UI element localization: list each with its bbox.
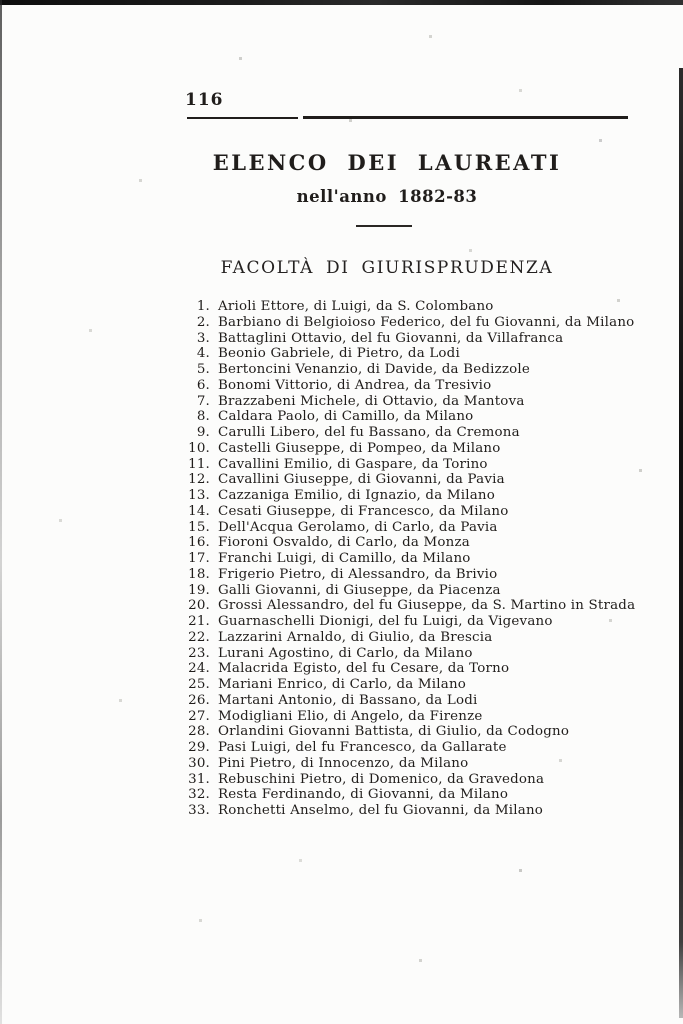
list-item [184,488,614,504]
list-item [184,646,614,662]
item-number: 27. [188,708,210,724]
list-item [184,314,635,331]
item-text: Grossi Alessandro, del fu Giuseppe, da S. Martino in Strada [218,598,636,614]
graduates-list [184,299,636,819]
list-item [184,362,614,378]
scan-edge-left [0,0,2,1024]
item-number: 22. [188,629,210,645]
item-text: Carulli Libero, del fu Bassano, da Cremona [218,425,520,440]
document-subtitle: nell'anno 1882-83 [296,187,478,206]
scan-edge-right [679,68,683,1018]
item-number: 18. [188,566,210,582]
item-text: Brazzabeni Michele, di Ottavio, da Mantova [218,393,525,409]
item-text: Galli Giovanni, di Giuseppe, da Piacenza [218,582,501,598]
item-number: 2. [196,314,210,330]
item-number: 6. [196,377,210,393]
item-number: 15. [188,519,210,535]
item-number: 10. [188,440,210,456]
item-number: 21. [188,614,210,629]
item-number: 5. [196,362,210,377]
list-item [184,551,614,567]
list-item [184,472,614,488]
item-text: Resta Ferdinando, di Giovanni, da Milano [218,787,509,803]
item-number: 17. [188,551,210,566]
item-text: Beonio Gabriele, di Pietro, da Lodi [218,346,460,362]
header-rule-left-segment [187,117,298,119]
item-text: Modigliani Elio, di Angelo, da Firenze [218,708,483,724]
list-item [184,661,614,677]
list-item [184,803,614,819]
item-number: 20. [188,598,210,614]
list-item [184,520,614,536]
item-number: 23. [188,645,210,661]
list-item [184,677,614,693]
list-item [184,630,614,646]
item-text: Lazzarini Arnaldo, di Giulio, da Brescia [218,629,493,645]
list-item [184,583,614,599]
item-text: Fioroni Osvaldo, di Carlo, da Monza [218,535,470,551]
item-number: 32. [188,787,210,803]
item-text: Rebuschini Pietro, di Domenico, da Gravedona [218,771,545,787]
item-text: Cazzaniga Emilio, di Ignazio, da Milano [218,488,495,503]
scan-noise-speckles [0,0,1,1]
list-item [184,504,614,520]
list-item [184,535,614,551]
item-text: Arioli Ettore, di Luigi, da S. Colombano [218,299,494,314]
item-number: 12. [188,472,210,488]
item-text: Dell'Acqua Gerolamo, di Carlo, da Pavia [218,519,498,535]
item-text: Ronchetti Anselmo, del fu Giovanni, da Milano [218,803,544,818]
item-text: Franchi Luigi, di Camillo, da Milano [218,551,471,566]
scan-edge-top [0,0,683,5]
item-number: 4. [196,346,210,362]
item-text: Lurani Agostino, di Carlo, da Milano [218,645,473,661]
item-text: Frigerio Pietro, di Alessandro, da Brivio [218,566,498,582]
item-number: 25. [188,677,210,692]
item-text: Bonomi Vittorio, di Andrea, da Tresivio [218,377,492,393]
item-number: 1. [196,299,210,314]
item-number: 8. [196,409,210,425]
list-item [184,425,614,441]
list-item [184,409,614,425]
item-number: 7. [196,393,210,409]
item-text: Battaglini Ottavio, del fu Giovanni, da Villafranca [218,330,564,346]
item-number: 11. [188,456,210,472]
list-item [184,378,614,394]
title-divider-rule [356,225,412,227]
item-text: Pini Pietro, di Innocenzo, da Milano [218,755,469,771]
list-item [184,567,614,583]
list-item [184,614,614,630]
item-text: Bertoncini Venanzio, di Davide, da Bedizzole [218,362,530,377]
item-number: 26. [188,692,210,708]
item-text: Orlandini Giovanni Battista, di Giulio, da Codogno [218,724,570,740]
item-number: 28. [188,724,210,740]
item-text: Castelli Giuseppe, di Pompeo, da Milano [218,440,501,456]
header-rule-right-segment [303,116,628,119]
item-text: Mariani Enrico, di Carlo, da Milano [218,677,467,692]
page-number: 116 [185,90,224,110]
list-item [184,299,614,315]
item-text: Martani Antonio, di Bassano, da Lodi [218,692,478,708]
document-title: ELENCO DEI LAUREATI [212,150,562,175]
list-item [184,772,614,788]
item-text: Barbiano di Belgioioso Federico, del fu Giovanni, da Milano [218,314,635,330]
item-text: Caldara Paolo, di Camillo, da Milano [218,409,474,425]
item-text: Pasi Luigi, del fu Francesco, da Gallarate [218,740,507,755]
list-item [184,457,614,473]
list-item [184,756,614,772]
list-item [184,709,614,725]
item-number: 3. [196,330,210,346]
item-text: Cavallini Giuseppe, di Giovanni, da Pavia [218,472,505,488]
list-item [184,724,614,740]
item-number: 13. [188,488,210,503]
item-text: Cesati Giuseppe, di Francesco, da Milano [218,503,509,519]
list-item [184,598,636,614]
list-item [184,693,614,709]
item-number: 19. [188,582,210,598]
item-number: 9. [196,425,210,440]
list-item [184,787,614,803]
list-item [184,394,614,410]
list-item [184,331,614,347]
section-heading: FACOLTÀ DI GIURISPRUDENZA [220,258,554,278]
list-item [184,740,614,756]
item-number: 33. [188,803,210,818]
item-number: 30. [188,755,210,771]
item-number: 24. [188,661,210,677]
item-number: 31. [188,771,210,787]
list-item [184,441,614,457]
item-text: Guarnaschelli Dionigi, del fu Luigi, da Vigevano [218,614,553,629]
item-text: Cavallini Emilio, di Gaspare, da Torino [218,456,488,472]
item-number: 14. [188,503,210,519]
item-text: Malacrida Egisto, del fu Cesare, da Torno [218,661,510,677]
item-number: 16. [188,535,210,551]
item-number: 29. [188,740,210,755]
list-item [184,346,614,362]
